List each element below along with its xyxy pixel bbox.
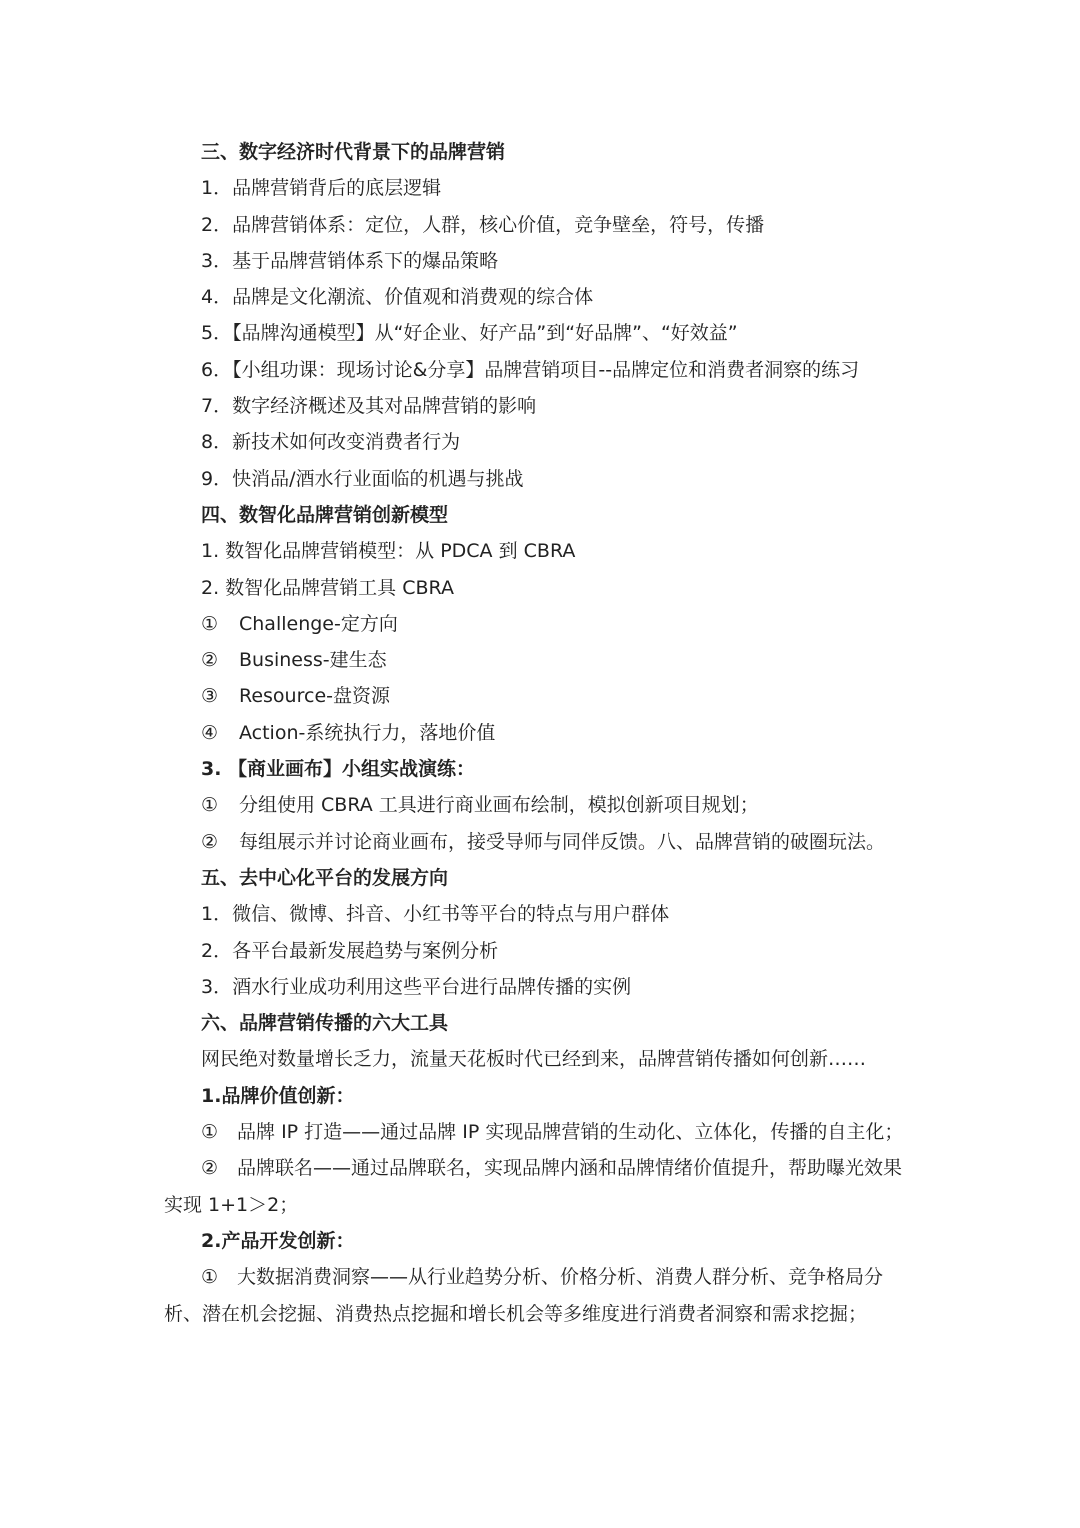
- cbra-item-text: Challenge-定方向: [239, 612, 398, 635]
- cbra-item-text: Action-系统执行力，落地价值: [239, 721, 496, 744]
- section-3-item: 1．品牌营销背后的底层逻辑: [201, 177, 442, 200]
- circled-number: ①: [201, 612, 219, 635]
- cbra-item: [164, 606, 924, 642]
- section-6-sub1-heading: 1.品牌价值创新：: [201, 1084, 355, 1107]
- section-3-item: 9．快消品/酒水行业面临的机遇与挑战: [201, 467, 524, 490]
- section-3-item: 6．【小组功课：现场讨论&分享】品牌营销项目--品牌定位和消费者洞察的练习: [201, 358, 860, 381]
- section-3-heading: 三、数字经济时代背景下的品牌营销: [201, 141, 506, 163]
- section-3-item: 8．新技术如何改变消费者行为: [201, 431, 461, 454]
- section-6-intro: 网民绝对数量增长乏力，流量天花板时代已经到来，品牌营销传播如何创新……: [201, 1048, 867, 1071]
- section-4-item: 2. 数智化品牌营销工具 CBRA: [201, 576, 454, 599]
- circled-number: ②: [201, 649, 219, 672]
- section-5-item: 2．各平台最新发展趋势与案例分析: [201, 939, 499, 962]
- section-3-item: 2．品牌营销体系：定位，人群，核心价值，竞争壁垒，符号，传播: [201, 213, 765, 236]
- section-6-heading: 六、品牌营销传播的六大工具: [201, 1012, 449, 1035]
- workshop-item-text: 每组展示并讨论商业画布，接受导师与同伴反馈。八、品牌营销的破圈玩法。: [239, 830, 886, 853]
- section-6-sub2-heading: 2.产品开发创新：: [201, 1229, 355, 1252]
- cbra-item: [164, 715, 924, 751]
- section-3-item: 7．数字经济概述及其对品牌营销的影响: [201, 395, 537, 418]
- circled-number: ④: [201, 721, 219, 744]
- cbra-item-text: Resource-盘资源: [239, 685, 390, 708]
- section-3-item: 4．品牌是文化潮流、价值观和消费观的综合体: [201, 286, 594, 309]
- workshop-item: [164, 787, 924, 823]
- circled-number: ③: [201, 685, 219, 708]
- cbra-item: [164, 678, 924, 714]
- section-5-item: 1．微信、微博、抖音、小红书等平台的特点与用户群体: [201, 903, 670, 926]
- section-3-item: 5．【品牌沟通模型】从“好企业、好产品”到“好品牌”、“好效益”: [201, 322, 738, 345]
- section-4-item: 1. 数智化品牌营销模型：从 PDCA 到 CBRA: [201, 540, 576, 563]
- workshop-item-text: 分组使用 CBRA 工具进行商业画布绘制，模拟创新项目规划；: [239, 794, 759, 817]
- circled-number: ②: [201, 830, 219, 853]
- section-6-sub1-item: ① 品牌 IP 打造——通过品牌 IP 实现品牌营销的生动化、立体化，传播的自主化；: [201, 1121, 904, 1144]
- cbra-item-text: Business-建生态: [239, 649, 387, 672]
- workshop-item: [164, 824, 924, 860]
- circled-number: ①: [201, 794, 219, 817]
- section-6-sub2-item: ① 大数据消费洞察——从行业趋势分析、价格分析、消费人群分析、竞争格局分析、潜在机会挖掘、消费热点挖掘和增长机会等多维度进行消费者洞察和需求挖掘；: [164, 1266, 884, 1325]
- section-5-item: 3．酒水行业成功利用这些平台进行品牌传播的实例: [201, 975, 632, 998]
- section-6-sub1-item: ② 品牌联名——通过品牌联名，实现品牌内涵和品牌情绪价值提升，帮助曝光效果实现 1+1＞2；: [164, 1157, 903, 1216]
- section-5-heading: 五、去中心化平台的发展方向: [201, 866, 449, 889]
- section-4-heading: 四、数智化品牌营销创新模型: [201, 503, 449, 526]
- document-body: [164, 134, 924, 1332]
- section-3-item: 3．基于品牌营销体系下的爆品策略: [201, 249, 499, 272]
- cbra-item: [164, 642, 924, 678]
- section-4-sub3-heading: 3. 【商业画布】小组实战演练：: [201, 758, 476, 781]
